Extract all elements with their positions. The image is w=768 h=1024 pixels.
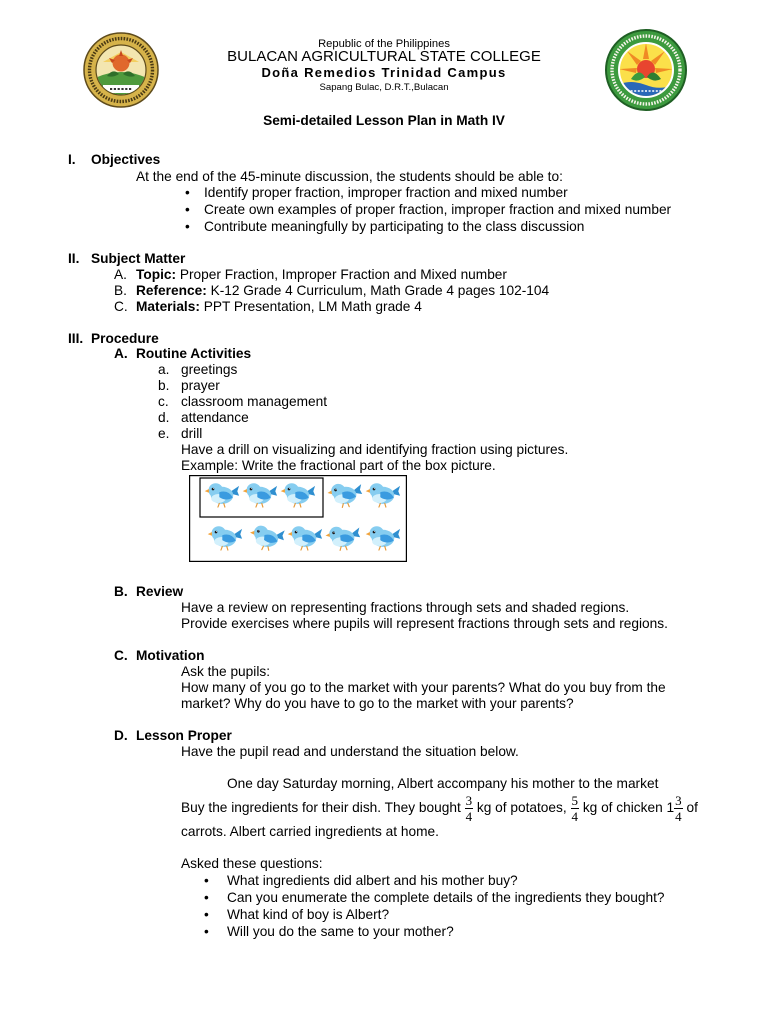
list-marker: D. bbox=[114, 728, 128, 743]
fraction-denominator: 4 bbox=[571, 808, 578, 824]
list-marker: e. bbox=[158, 426, 170, 441]
subheading-routine-activities: Routine Activities bbox=[136, 346, 252, 361]
bullet-icon: • bbox=[185, 219, 190, 234]
fraction-chicken bbox=[571, 794, 580, 823]
story-line: One day Saturday morning, Albert accompany his mother to the market bbox=[227, 776, 659, 791]
fraction-denominator: 4 bbox=[465, 808, 473, 824]
page-title: Semi-detailed Lesson Plan in Math IV bbox=[263, 113, 505, 128]
field-value: Proper Fraction, Improper Fraction and Mixed number bbox=[179, 267, 507, 282]
bullet-icon: • bbox=[204, 890, 209, 905]
fraction-numerator: 3 bbox=[675, 792, 682, 808]
list-marker: c. bbox=[158, 394, 169, 409]
subject-materials bbox=[136, 299, 422, 315]
review-line: Provide exercises where pupils will represent fractions through sets and regions. bbox=[181, 616, 668, 631]
section-heading-procedure: Procedure bbox=[91, 331, 159, 346]
fraction-numerator: 5 bbox=[571, 792, 578, 808]
section-number: I. bbox=[68, 152, 76, 167]
story-text: Buy the ingredients for their dish. They bought bbox=[181, 800, 461, 815]
routine-item: greetings bbox=[181, 362, 238, 377]
question-item: What ingredients did albert and his mother buy? bbox=[227, 873, 518, 888]
subheading-review: Review bbox=[136, 584, 184, 599]
bullet-icon: • bbox=[204, 873, 209, 888]
fraction-numerator: 3 bbox=[465, 792, 473, 808]
subject-topic bbox=[136, 267, 507, 283]
routine-item: prayer bbox=[181, 378, 220, 393]
story-line-with-fractions bbox=[181, 790, 698, 826]
story-line: carrots. Albert carried ingredients at home. bbox=[181, 824, 439, 839]
fraction-denominator: 4 bbox=[675, 808, 682, 824]
lesson-intro: Have the pupil read and understand the situation below. bbox=[181, 744, 519, 759]
routine-item: drill bbox=[181, 426, 203, 441]
objectives-intro: At the end of the 45-minute discussion, the students should be able to: bbox=[136, 169, 563, 184]
section-number: III. bbox=[68, 331, 84, 346]
mixed-number-whole: 1 bbox=[666, 800, 675, 815]
section-heading-objectives: Objectives bbox=[91, 152, 161, 167]
subheading-lesson-proper: Lesson Proper bbox=[136, 728, 232, 743]
questions-intro: Asked these questions: bbox=[181, 856, 323, 871]
section-number: II. bbox=[68, 251, 80, 266]
list-marker: A. bbox=[114, 346, 128, 361]
bird-set-picture bbox=[189, 475, 407, 562]
subheading-motivation: Motivation bbox=[136, 648, 205, 663]
list-marker: C. bbox=[114, 299, 128, 314]
objective-item: Identify proper fraction, improper fraction and mixed number bbox=[204, 185, 568, 200]
question-item: What kind of boy is Albert? bbox=[227, 907, 390, 922]
motivation-line: Ask the pupils: bbox=[181, 664, 271, 679]
question-item: Can you enumerate the complete details of the ingredients they bought? bbox=[227, 890, 665, 905]
list-marker: B. bbox=[114, 584, 128, 599]
drill-example: Example: Write the fractional part of the box picture. bbox=[181, 458, 496, 473]
list-marker: C. bbox=[114, 648, 128, 663]
routine-item: attendance bbox=[181, 410, 249, 425]
objective-item: Contribute meaningfully by participating to the class discussion bbox=[204, 219, 585, 234]
list-marker: B. bbox=[114, 283, 127, 298]
field-value: PPT Presentation, LM Math grade 4 bbox=[203, 299, 422, 314]
story-text: kg of potatoes, bbox=[476, 800, 567, 815]
college-name: BULACAN AGRICULTURAL STATE COLLEGE bbox=[227, 48, 541, 65]
bullet-icon: • bbox=[185, 202, 190, 217]
motivation-line: market? Why do you have to go to the market with your parents? bbox=[181, 696, 574, 711]
campus-name: Doña Remedios Trinidad Campus bbox=[261, 65, 507, 80]
bullet-icon: • bbox=[204, 907, 209, 922]
list-marker: A. bbox=[114, 267, 127, 282]
story-text: of bbox=[686, 800, 698, 815]
story-text: kg of chicken bbox=[582, 800, 663, 815]
fraction-carrots bbox=[674, 794, 683, 823]
list-marker: b. bbox=[158, 378, 170, 393]
field-label: Topic: bbox=[136, 267, 177, 282]
college-address: Sapang Bulac, D.R.T.,Bulacan bbox=[319, 82, 449, 93]
section-heading-subject-matter: Subject Matter bbox=[91, 251, 186, 266]
bullet-icon: • bbox=[185, 185, 190, 200]
bullet-icon: • bbox=[204, 924, 209, 939]
motivation-line: How many of you go to the market with your parents? What do you buy from the bbox=[181, 680, 666, 695]
question-item: Will you do the same to your mother? bbox=[227, 924, 454, 939]
objective-item: Create own examples of proper fraction, improper fraction and mixed number bbox=[204, 202, 672, 217]
field-label: Materials: bbox=[136, 299, 200, 314]
review-line: Have a review on representing fractions through sets and shaded regions. bbox=[181, 600, 630, 615]
republic-line: Republic of the Philippines bbox=[318, 38, 450, 50]
routine-item: classroom management bbox=[181, 394, 328, 409]
field-value: K-12 Grade 4 Curriculum, Math Grade 4 pages 102-104 bbox=[210, 283, 550, 298]
drill-instruction: Have a drill on visualizing and identifying fraction using pictures. bbox=[181, 442, 569, 457]
list-marker: a. bbox=[158, 362, 170, 377]
field-label: Reference: bbox=[136, 283, 207, 298]
fraction-potatoes bbox=[465, 794, 474, 823]
subject-reference bbox=[136, 283, 549, 299]
list-marker: d. bbox=[158, 410, 170, 425]
